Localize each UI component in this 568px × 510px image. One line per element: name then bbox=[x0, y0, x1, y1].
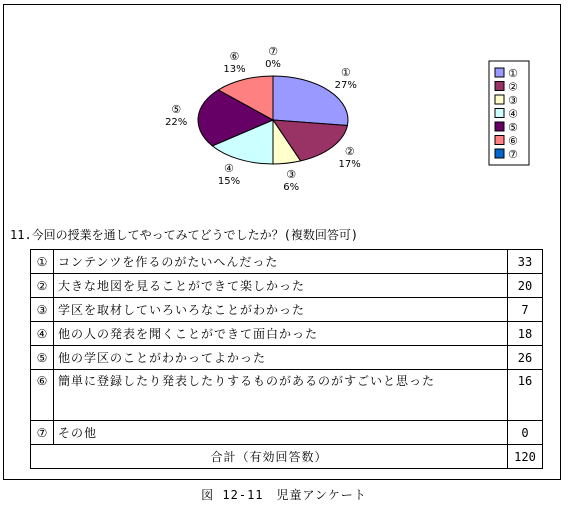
pie-chart bbox=[4, 5, 560, 220]
table-row bbox=[31, 370, 543, 421]
pie-label-marker-7: ⑦ bbox=[268, 45, 278, 58]
pie-label-percent-1: 27% bbox=[334, 79, 357, 91]
row-count: 20 bbox=[508, 274, 543, 298]
pie-label-marker-2: ② bbox=[344, 145, 355, 159]
pie-label-percent-5: 22% bbox=[165, 117, 188, 129]
row-answer-text: 学区を取材していろいろなことがわかった bbox=[54, 298, 508, 322]
legend-label-2: ② bbox=[508, 80, 518, 94]
legend-label-6: ⑥ bbox=[508, 134, 518, 148]
row-answer-text: 他の人の発表を聞くことができて面白かった bbox=[54, 322, 508, 346]
row-answer-text: その他 bbox=[54, 421, 508, 445]
row-count: 0 bbox=[508, 421, 543, 445]
row-number: ⑤ bbox=[31, 346, 54, 370]
pie-label-marker-3: ③ bbox=[286, 167, 297, 181]
pie-label-marker-1: ① bbox=[340, 65, 351, 79]
pie-label-marker-5: ⑤ bbox=[171, 103, 182, 117]
legend-swatch-1 bbox=[495, 68, 504, 77]
row-count: 33 bbox=[508, 250, 543, 274]
row-number: ② bbox=[31, 274, 54, 298]
pie-slices bbox=[198, 76, 348, 164]
total-value: 120 bbox=[508, 445, 543, 469]
table-row bbox=[31, 346, 543, 370]
question-text: 11.今回の授業を通してやってみてどうでしたか？(複数回答可) bbox=[10, 228, 359, 242]
legend-swatch-3 bbox=[495, 95, 504, 104]
legend-label-5: ⑤ bbox=[508, 121, 518, 134]
legend-swatch-6 bbox=[495, 136, 504, 145]
row-count: 7 bbox=[508, 298, 543, 322]
legend-swatch-2 bbox=[495, 82, 504, 91]
pie-label-percent-6: 13% bbox=[223, 64, 246, 76]
legend-label-1: ① bbox=[508, 67, 518, 80]
table-row bbox=[31, 421, 543, 445]
row-number: ③ bbox=[31, 298, 54, 322]
pie-label-marker-4: ④ bbox=[224, 162, 234, 176]
legend bbox=[489, 61, 529, 165]
pie-label-marker-6: ⑥ bbox=[229, 50, 240, 64]
total-row bbox=[31, 445, 543, 469]
pie-label-percent-4: 15% bbox=[217, 176, 241, 188]
legend-label-7: ⑦ bbox=[508, 148, 518, 161]
pie-label-percent-3: 6% bbox=[283, 181, 300, 193]
table-row bbox=[31, 322, 543, 346]
row-number: ⑥ bbox=[31, 370, 54, 421]
row-count: 18 bbox=[508, 322, 543, 346]
row-answer-text: 大きな地図を見ることができて楽しかった bbox=[54, 274, 508, 298]
figure-frame bbox=[3, 4, 561, 480]
row-count: 16 bbox=[508, 370, 543, 421]
legend-swatch-4 bbox=[495, 109, 504, 118]
total-label: 合計（有効回答数） bbox=[31, 445, 508, 469]
row-number: ① bbox=[31, 250, 54, 274]
pie-label-percent-2: 17% bbox=[338, 159, 361, 171]
pie-label-percent-7: 0% bbox=[265, 59, 281, 70]
row-answer-text: 簡単に登録したり発表したりするものがあるのがすごいと思った bbox=[54, 370, 508, 421]
legend-swatch-7 bbox=[495, 149, 504, 158]
row-answer-text: コンテンツを作るのがたいへんだった bbox=[54, 250, 508, 274]
legend-swatch-5 bbox=[495, 122, 504, 131]
row-count: 26 bbox=[508, 346, 543, 370]
legend-label-4: ④ bbox=[508, 107, 518, 121]
table-row bbox=[31, 250, 543, 274]
survey-table bbox=[30, 249, 543, 469]
table-row bbox=[31, 298, 543, 322]
row-answer-text: 他の学区のことがわかってよかった bbox=[54, 346, 508, 370]
table-row bbox=[31, 274, 543, 298]
figure-caption: 図 12-11 児童アンケート bbox=[201, 488, 367, 502]
row-number: ④ bbox=[31, 322, 54, 346]
legend-label-3: ③ bbox=[508, 94, 518, 107]
row-number: ⑦ bbox=[31, 421, 54, 445]
